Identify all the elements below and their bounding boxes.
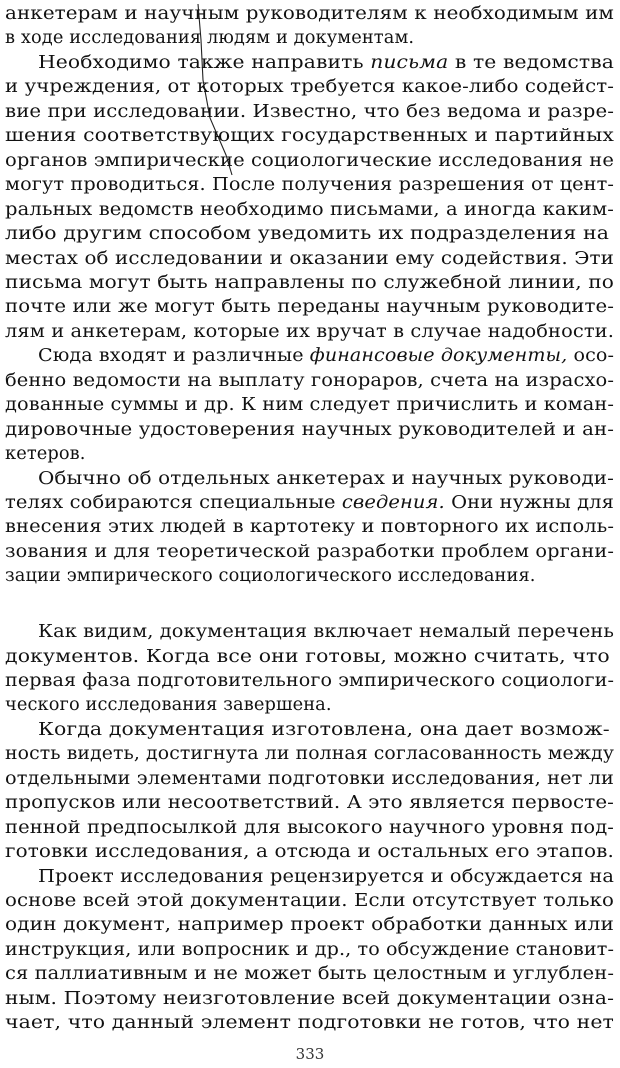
text-run: в те ведомства xyxy=(448,51,614,73)
line-content xyxy=(5,369,614,393)
text-line xyxy=(0,693,620,717)
text-line xyxy=(0,889,620,913)
text-run: пенной предпосылкой для высокого научного уровня под- xyxy=(5,816,614,838)
text-run: кетеров. xyxy=(5,443,86,465)
text-run: лям и анкетерам, которые их вручат в случае надобности. xyxy=(5,320,614,342)
line-content xyxy=(5,564,536,588)
line-content xyxy=(5,987,614,1011)
text-line xyxy=(0,442,620,466)
text-run: местах об исследовании и оказании ему содействия. Эти xyxy=(5,247,615,269)
line-content xyxy=(5,418,614,442)
line-content xyxy=(38,620,614,644)
text-run: осо- xyxy=(567,345,615,367)
text-run: дованные суммы и др. К ним следует причислить и коман- xyxy=(5,394,614,416)
text-line xyxy=(0,742,620,766)
text-line xyxy=(0,271,620,295)
text-run: пропусков или несоответствий. А это является первосте- xyxy=(5,792,615,814)
text-run: ческого исследования завершена. xyxy=(5,694,332,716)
line-content xyxy=(5,173,614,197)
line-content xyxy=(5,938,614,962)
text-run: один документ, например проект обработки данных или xyxy=(5,914,614,936)
text-line xyxy=(0,124,620,148)
text-line xyxy=(0,791,620,815)
text-run: шения соответствующих государственных и партийных xyxy=(5,125,614,147)
text-line xyxy=(0,840,620,864)
text-run: Когда документация изготовлена, она дает возмож- xyxy=(38,718,610,740)
text-run: внесения этих людей в картотеку и повторного их исполь- xyxy=(5,516,615,538)
text-line xyxy=(0,669,620,693)
line-content xyxy=(5,889,614,913)
text-run: почте или же могут быть переданы научным руководите- xyxy=(5,296,614,318)
text-run: ся паллиативным и не может быть целостным и углублен- xyxy=(5,963,614,985)
text-run: либо другим способом уведомить их подразделения на xyxy=(5,223,610,244)
line-content xyxy=(5,840,614,864)
text-run: чает, что данный элемент подготовки не готов, что нет xyxy=(5,1012,614,1034)
text-run: зования и для теоретической разработки проблем органи- xyxy=(5,540,614,562)
text-line xyxy=(0,295,620,319)
text-line xyxy=(0,26,620,50)
line-content xyxy=(5,816,614,840)
text-line xyxy=(0,198,620,222)
text-line xyxy=(0,344,620,368)
text-line xyxy=(0,1011,620,1035)
page-number: 333 xyxy=(295,1045,325,1063)
line-content xyxy=(5,393,614,417)
text-run: Они нужны для xyxy=(444,492,615,513)
text-run: Необходимо также направить xyxy=(38,51,371,73)
text-line xyxy=(0,100,620,124)
line-content xyxy=(38,467,614,491)
text-line xyxy=(0,491,620,515)
text-line xyxy=(0,767,620,791)
text-run: бенно ведомости на выплату гонораров, счета на израсхо- xyxy=(5,369,615,391)
text-line xyxy=(0,620,620,644)
text-line xyxy=(0,718,620,742)
line-content xyxy=(5,222,609,246)
text-line xyxy=(0,938,620,962)
text-line xyxy=(0,645,620,669)
text-run: могут проводиться. После получения разрешения от цент- xyxy=(5,174,614,196)
text-run: ным. Поэтому неизготовление всей документации озна- xyxy=(5,987,615,1009)
text-line xyxy=(0,865,620,889)
text-run: и учреждения, от которых требуется какое-либо содейст- xyxy=(5,76,614,98)
text-line xyxy=(0,75,620,99)
line-content xyxy=(5,669,614,693)
line-content xyxy=(5,320,614,344)
text-run: документов. Когда все они готовы, можно считать, что xyxy=(5,645,610,667)
line-content xyxy=(38,344,614,368)
text-run: анкетерам и научным руководителям к необходимым им xyxy=(5,3,614,24)
text-line xyxy=(0,515,620,539)
line-content xyxy=(5,742,614,766)
line-content xyxy=(5,271,614,295)
line-content xyxy=(5,149,614,173)
text-line xyxy=(0,418,620,442)
text-line xyxy=(0,540,620,564)
line-content xyxy=(5,693,332,717)
text-run: Сюда входят и различные xyxy=(38,345,310,367)
text-run: органов эмпирические социологические исследования не xyxy=(5,149,614,171)
text-line xyxy=(0,51,620,75)
text-line xyxy=(0,393,620,417)
line-content xyxy=(38,51,614,75)
line-content xyxy=(5,791,614,815)
italic-term: сведения. xyxy=(341,492,445,513)
text-run: ность видеть, достигнута ли полная согласованность между xyxy=(5,743,615,765)
text-run: дировочные удостоверения научных руководителей и ан- xyxy=(5,418,615,440)
text-line xyxy=(0,173,620,197)
text-run: письма могут быть направлены по служебной линии, по xyxy=(5,271,614,293)
line-content xyxy=(5,26,414,50)
text-line xyxy=(0,222,620,246)
text-run: первая фаза подготовительного эмпирического социологи- xyxy=(5,669,615,691)
line-content xyxy=(5,100,614,124)
text-line xyxy=(0,913,620,937)
text-run: готовки исследования, а отсюда и остальных его этапов. xyxy=(5,841,614,862)
text-run: ральных ведомств необходимо письмами, а иногда каким- xyxy=(5,198,614,220)
line-content xyxy=(5,198,614,222)
text-run: Обычно об отдельных анкетерах и научных руководи- xyxy=(38,467,614,489)
text-run: инструкция, или вопросник и др., то обсуждение становит- xyxy=(5,938,615,960)
text-line xyxy=(0,320,620,344)
text-run: в ходе исследования людям и документам. xyxy=(5,27,415,49)
italic-term: финансовые документы, xyxy=(309,345,568,367)
line-content xyxy=(5,767,614,791)
line-content xyxy=(5,442,86,466)
text-run: Как видим, документация включает немалый перечень xyxy=(38,621,615,642)
text-run: основе всей этой документации. Если отсутствует только xyxy=(5,890,614,911)
text-line xyxy=(0,369,620,393)
text-run: вие при исследовании. Известно, что без ведома и разре- xyxy=(5,100,614,122)
text-run: зации эмпирического социологического исследования. xyxy=(5,565,536,587)
text-line xyxy=(0,962,620,986)
line-content xyxy=(38,718,610,742)
line-content xyxy=(5,540,614,564)
line-content xyxy=(5,75,614,99)
text-line xyxy=(0,467,620,491)
line-content xyxy=(5,1011,614,1035)
text-run: Проект исследования рецензируется и обсуждается на xyxy=(38,865,615,887)
line-content xyxy=(5,2,614,26)
italic-term: письма xyxy=(370,51,449,73)
text-run: телях собираются специальные xyxy=(5,492,342,513)
text-line xyxy=(0,816,620,840)
line-content xyxy=(5,913,614,937)
line-content xyxy=(5,515,614,539)
text-run: отдельными элементами подготовки исследования, нет ли xyxy=(5,767,614,789)
text-line xyxy=(0,564,620,588)
line-content xyxy=(5,645,610,669)
line-content xyxy=(5,247,614,271)
line-content xyxy=(5,491,614,515)
text-line xyxy=(0,149,620,173)
text-line xyxy=(0,987,620,1011)
line-content xyxy=(38,865,614,889)
text-line xyxy=(0,2,620,26)
line-content xyxy=(5,962,614,986)
line-content xyxy=(5,124,614,148)
line-content xyxy=(5,295,614,319)
text-line xyxy=(0,247,620,271)
